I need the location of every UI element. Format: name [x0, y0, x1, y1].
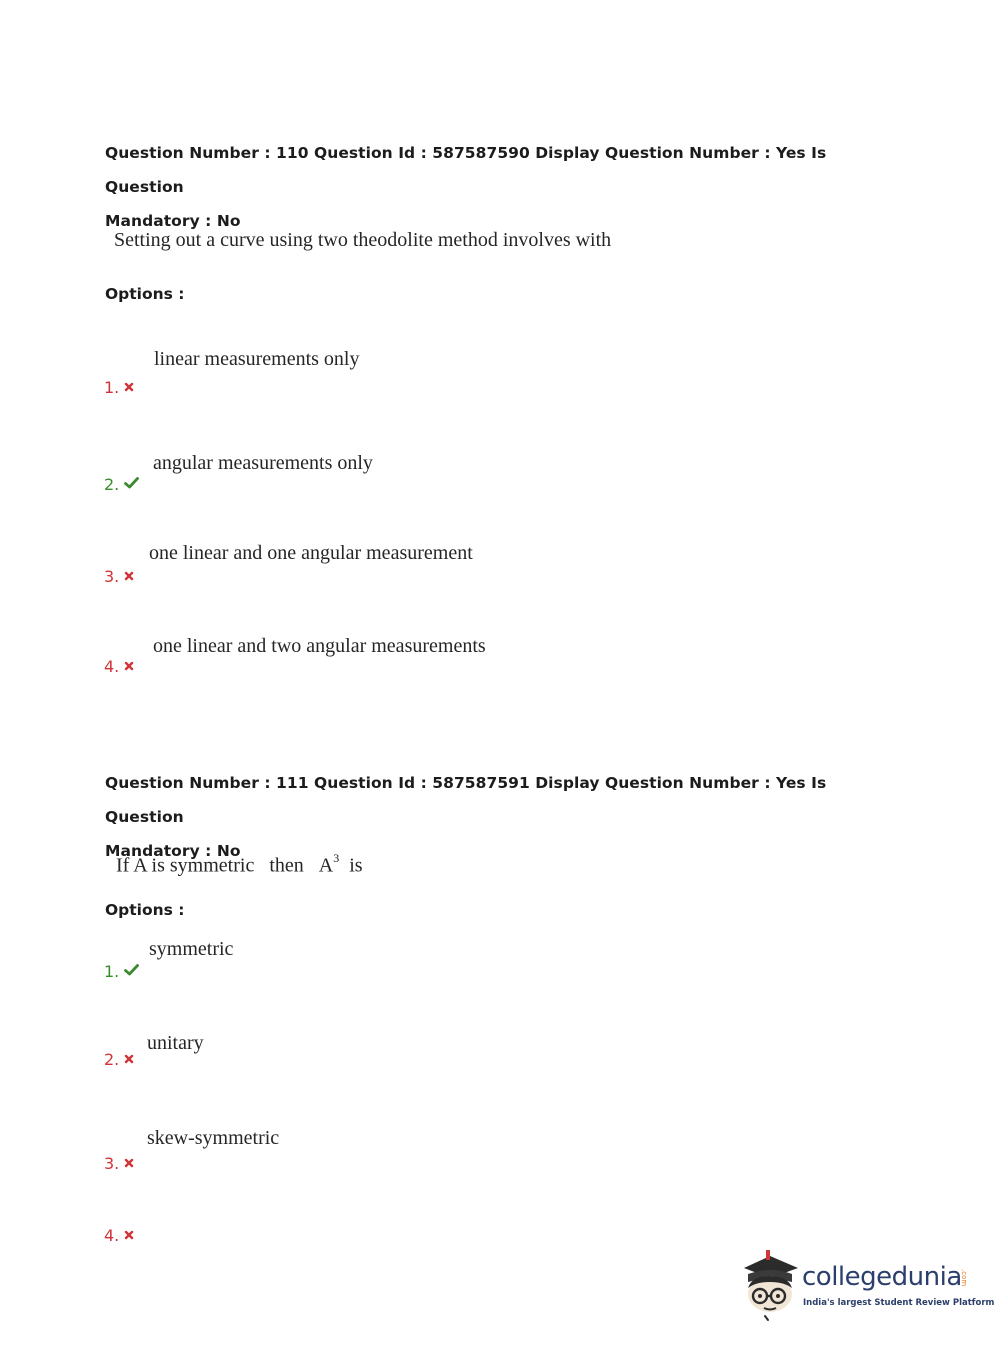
question-header-line2: Mandatory : No — [105, 842, 241, 860]
collegedunia-logo[interactable] — [740, 1248, 995, 1322]
option-number: 1. — [104, 377, 134, 397]
cross-icon — [124, 566, 134, 585]
cross-icon — [124, 656, 134, 675]
question-header-line1: Question Number : 110 Question Id : 587587590 Display Question Number : Yes Is Question — [105, 144, 827, 196]
question-111-text: If A is symmetric then $A^3$ is — [116, 851, 363, 877]
option-number: 3. — [104, 1153, 134, 1173]
option-text: linear measurements only — [154, 348, 360, 370]
option-text: one linear and one angular measurement — [149, 542, 473, 564]
cross-icon — [124, 1049, 134, 1068]
cross-icon — [124, 1153, 134, 1172]
option-text: unitary — [147, 1032, 204, 1054]
question-header-line1: Question Number : 111 Question Id : 587587591 Display Question Number : Yes Is Question — [105, 774, 827, 826]
option-text: skew-symmetric — [147, 1127, 280, 1149]
option-text: one linear and two angular measurements — [153, 635, 486, 657]
question-110-text: Setting out a curve using two theodolite method involves with — [114, 229, 612, 251]
question-header-line2: Mandatory : No — [105, 212, 241, 230]
question-110-header — [105, 136, 905, 238]
logo-dotcom: .com — [960, 1269, 968, 1287]
options-label: Options : — [105, 285, 185, 303]
logo-wordmark: collegedunia — [802, 1262, 962, 1292]
cross-icon — [124, 1225, 134, 1244]
option-number: 2. — [104, 474, 139, 494]
option-text: angular measurements only — [153, 452, 373, 474]
checkmark-icon — [124, 961, 139, 980]
options-label: Options : — [105, 901, 185, 919]
logo-tagline: India's largest Student Review Platform — [803, 1298, 995, 1308]
option-number: 2. — [104, 1049, 134, 1069]
option-number: 4. — [104, 656, 134, 676]
mascot-icon — [740, 1248, 802, 1322]
option-number: 3. — [104, 566, 134, 586]
option-number: 4. — [104, 1225, 134, 1245]
option-text: symmetric — [149, 938, 234, 960]
cross-icon — [124, 377, 134, 396]
option-number: 1. — [104, 961, 139, 981]
checkmark-icon — [124, 474, 139, 493]
